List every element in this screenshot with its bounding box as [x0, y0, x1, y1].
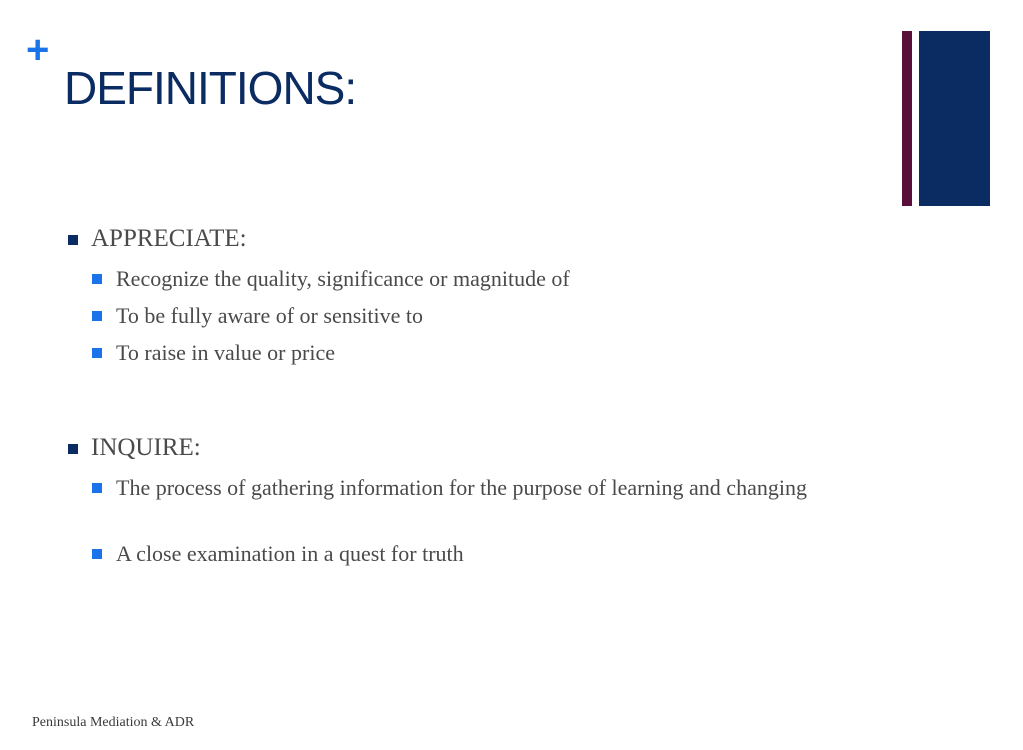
list-item-text: A close examination in a quest for truth	[116, 541, 464, 566]
section-heading-inquire	[68, 433, 201, 463]
plus-icon: +	[26, 28, 50, 72]
bullet-square-icon	[92, 483, 102, 493]
section-heading-appreciate	[68, 224, 247, 254]
list-item	[92, 539, 464, 568]
list-item-text: To be fully aware of or sensitive to	[116, 303, 423, 328]
bullet-square-icon	[92, 311, 102, 321]
section-heading-text: INQUIRE:	[91, 434, 201, 461]
bullet-square-icon	[92, 549, 102, 559]
section-heading-text: APPRECIATE:	[91, 225, 247, 252]
slide-title: DEFINITIONS:	[64, 62, 357, 114]
list-item-text: Recognize the quality, significance or magnitude of	[116, 266, 570, 291]
list-item	[92, 473, 892, 502]
list-item-text: To raise in value or price	[116, 340, 335, 365]
bullet-square-icon	[92, 348, 102, 358]
bullet-square-icon	[68, 235, 78, 245]
list-item-text: The process of gathering information for the purpose of learning and changing	[116, 475, 807, 500]
list-item	[92, 338, 335, 367]
bullet-square-icon	[92, 274, 102, 284]
footer-text: Peninsula Mediation & ADR	[32, 715, 195, 730]
bullet-square-icon	[68, 444, 78, 454]
list-item	[92, 301, 423, 330]
list-item	[92, 264, 570, 293]
